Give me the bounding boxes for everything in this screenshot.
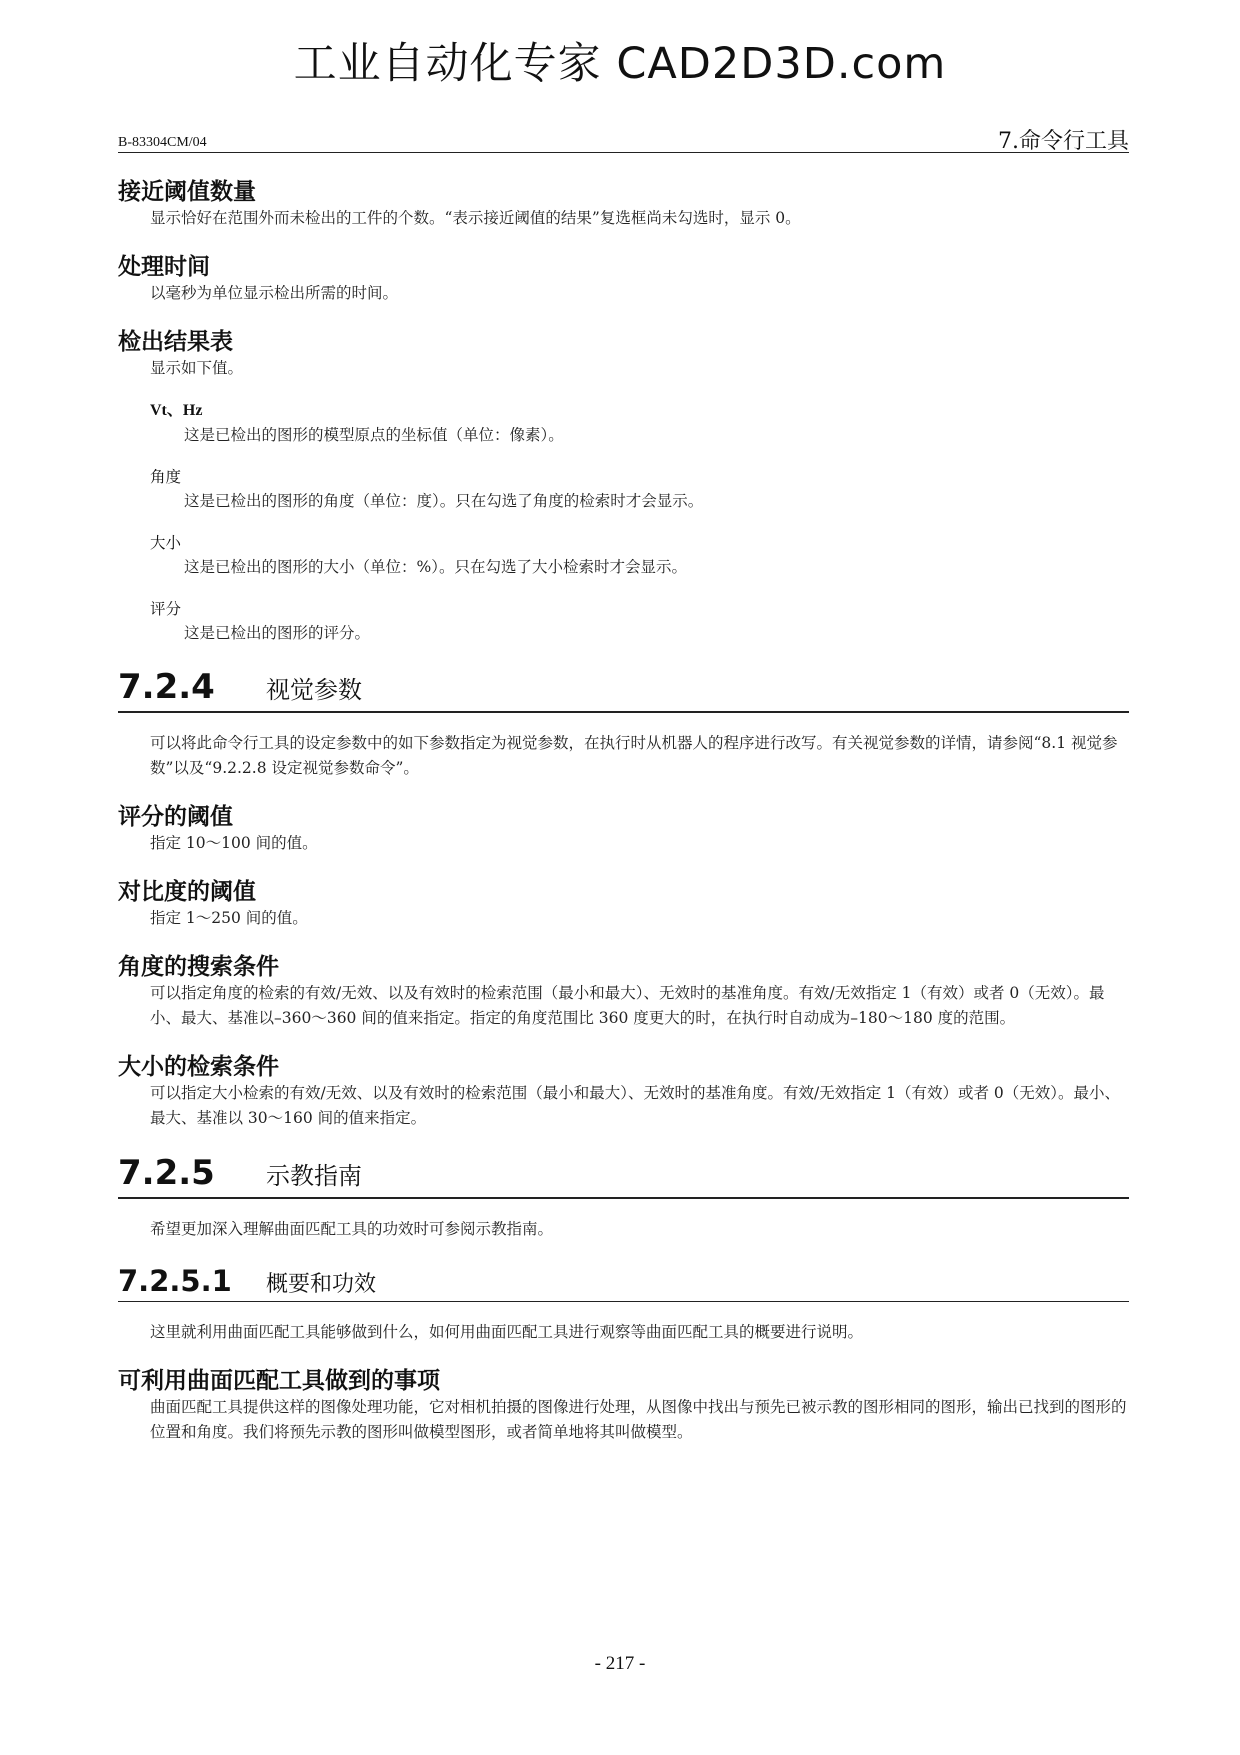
desc-score: 这是已检出的图形的评分。 [184, 624, 371, 642]
section-heading-7-2-5 [118, 1153, 1129, 1199]
heading-capabilities: 可利用曲面匹配工具做到的事项 [118, 1368, 440, 1394]
text-size-search: 可以指定大小检索的有效/无效、以及有效时的检索范围（最小和最大）、无效时的基准角度。有效/无效指定 1（有效）或者 0（无效）。最小、最大、基准以 30～160 间的值来指定。 [150, 1084, 1121, 1127]
heading-size-search: 大小的检索条件 [118, 1054, 279, 1080]
heading-contrast-threshold: 对比度的阈值 [118, 879, 256, 905]
section-intro-7-2-4: 可以将此命令行工具的设定参数中的如下参数指定为视觉参数，在执行时从机器人的程序进行改写。有关视觉参数的详情，请参阅“8.1 视觉参数”以及“9.2.2.8 设定视觉参数命令”。 [150, 734, 1118, 777]
heading-result-table: 检出结果表 [118, 329, 233, 355]
subsection-number: 7.2.5.1 [118, 1264, 232, 1298]
page-content [118, 178, 1129, 1445]
heading-approach-threshold-count: 接近阈值数量 [118, 179, 256, 205]
text-contrast-threshold: 指定 1～250 间的值。 [150, 909, 308, 927]
text-approach-threshold-count: 显示恰好在范围外而未检出的工件的个数。“表示接近阈值的结果”复选框尚未勾选时，显示 0。 [150, 209, 801, 227]
desc-vt-hz: 这是已检出的图形的模型原点的坐标值（单位：像素）。 [184, 426, 564, 444]
heading-processing-time: 处理时间 [118, 254, 210, 280]
text-processing-time: 以毫秒为单位显示检出所需的时间。 [150, 284, 399, 302]
text-capabilities: 曲面匹配工具提供这样的图像处理功能，它对相机拍摄的图像进行处理，从图像中找出与预先已被示教的图形相同的图形，输出已找到的图形的位置和角度。我们将预先示教的图形叫做模型图形，或者简单地将其叫做模型。 [150, 1398, 1127, 1441]
desc-angle: 这是已检出的图形的角度（单位：度）。只在勾选了角度的检索时才会显示。 [184, 492, 704, 510]
heading-score-threshold: 评分的阈值 [118, 804, 233, 830]
section-intro-7-2-5-1: 这里就利用曲面匹配工具能够做到什么，如何用曲面匹配工具进行观察等曲面匹配工具的概要进行说明。 [150, 1323, 864, 1341]
section-heading-7-2-4 [118, 667, 1129, 713]
section-title: 示教指南 [266, 1162, 362, 1190]
desc-size: 这是已检出的图形的大小（单位：%）。只在勾选了大小检索时才会显示。 [184, 558, 687, 576]
chapter-title: 7.命令行工具 [998, 129, 1129, 154]
watermark-banner: 工业自动化专家 CAD2D3D.com [293, 39, 947, 89]
term-score: 评分 [150, 600, 182, 618]
section-number: 7.2.4 [118, 667, 215, 707]
document-code: B-83304CM/04 [118, 135, 207, 150]
text-score-threshold: 指定 10～100 间的值。 [150, 834, 318, 852]
term-size: 大小 [150, 534, 182, 552]
page-number: - 217 - [594, 1653, 646, 1674]
section-title: 视觉参数 [266, 676, 362, 704]
header-divider [118, 152, 1129, 153]
section-number: 7.2.5 [118, 1153, 215, 1193]
section-heading-7-2-5-1 [118, 1264, 1129, 1302]
text-angle-search: 可以指定角度的检索的有效/无效、以及有效时的检索范围（最小和最大）、无效时的基准角度。有效/无效指定 1（有效）或者 0（无效）。最小、最大、基准以–360～360 间的值来指定。指定的角度范围比 360 度更大的时，在执行时自动成为–180～180 度的范围。 [150, 984, 1105, 1027]
text-result-table: 显示如下值。 [150, 359, 244, 377]
section-intro-7-2-5: 希望更加深入理解曲面匹配工具的功效时可参阅示教指南。 [150, 1220, 554, 1238]
term-angle: 角度 [150, 468, 182, 486]
heading-angle-search: 角度的搜索条件 [118, 954, 279, 980]
subsection-title: 概要和功效 [266, 1272, 377, 1297]
term-vt-hz: Vt、Hz [150, 402, 203, 419]
